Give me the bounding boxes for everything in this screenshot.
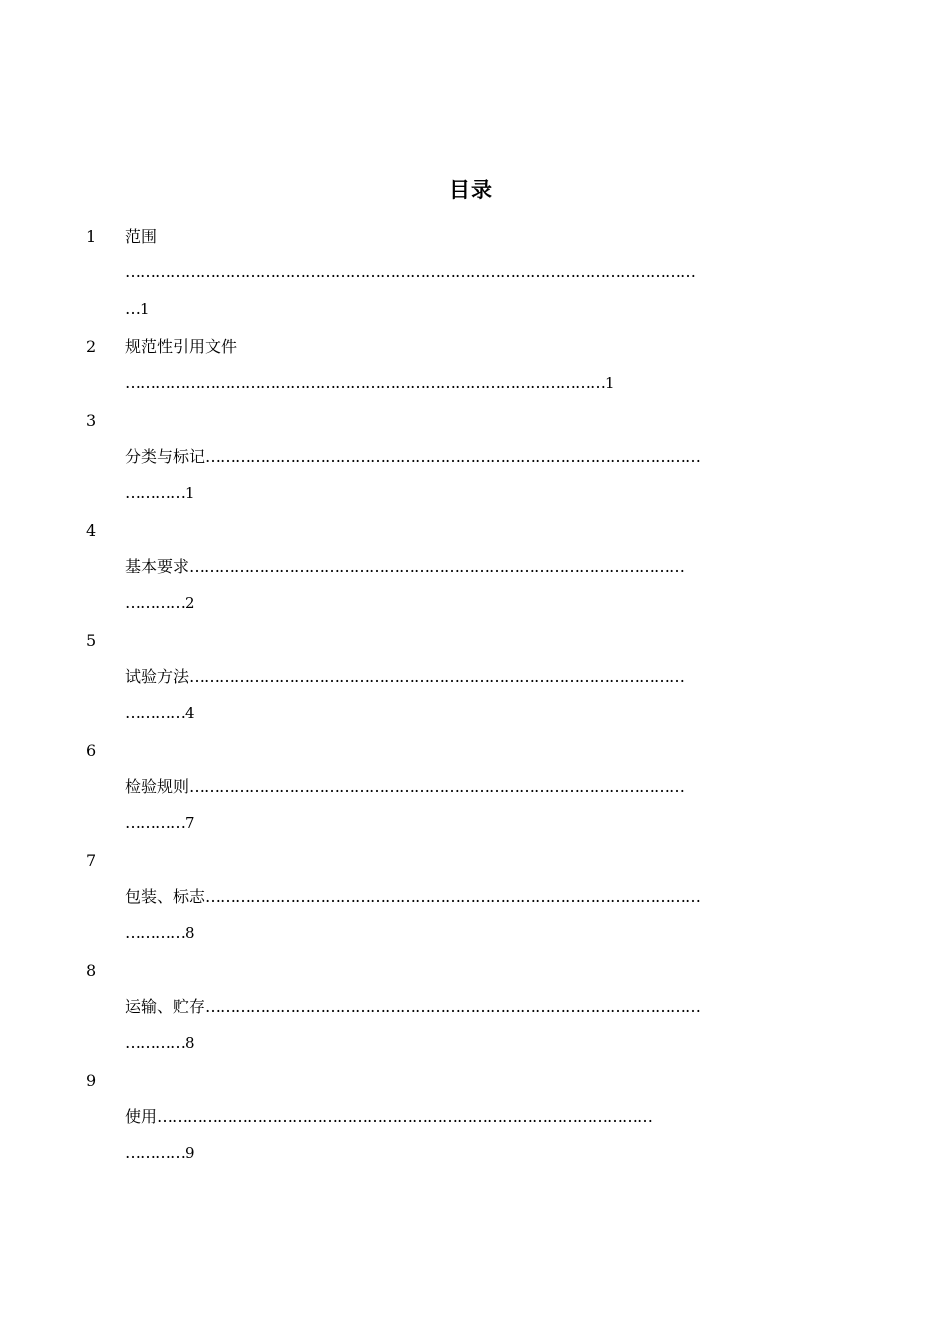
dot-leader: ……………………………………………………………………………………… — [205, 887, 701, 906]
page-number: 2 — [185, 594, 195, 612]
dot-leader: ……………………………………………………………………………………… — [189, 557, 685, 576]
leader-line — [125, 261, 852, 283]
entry-number: 2 — [86, 337, 97, 356]
entry-title: 规范性引用文件 — [125, 337, 238, 356]
entry-number: 8 — [86, 961, 97, 980]
dot-leader: …………………………………………………………………………………………………… — [125, 262, 695, 281]
entry-title-line — [125, 446, 852, 468]
entry-title: 使用 — [125, 1107, 158, 1126]
entry-number: 9 — [86, 1071, 97, 1090]
entry-title-line — [125, 776, 852, 798]
page-number: 7 — [185, 814, 195, 832]
entry-title: 范围 — [125, 227, 158, 246]
entry-title: 包装、标志 — [125, 887, 206, 906]
entry-title-line — [125, 996, 845, 1018]
leader-line — [125, 372, 805, 394]
page-number: 8 — [185, 1034, 195, 1052]
dot-leader: ……………………………………………………………………………………… — [205, 997, 701, 1016]
entry-title-line — [125, 226, 425, 248]
page-number: 4 — [185, 704, 195, 722]
entry-number: 5 — [86, 631, 97, 650]
entry-title-line — [125, 336, 425, 358]
entry-title-line — [125, 666, 852, 688]
dot-leader: ………… — [125, 1033, 185, 1052]
page-line — [125, 1142, 325, 1164]
entry-title-line — [125, 556, 852, 578]
entry-title: 试验方法 — [125, 667, 190, 686]
page-line — [125, 298, 325, 320]
dot-leader: ……………………………………………………………………………………… — [157, 1107, 653, 1126]
dot-leader: ………… — [125, 1143, 185, 1162]
page-number: 8 — [185, 924, 195, 942]
dot-leader: …………………………………………………………………………………… — [125, 373, 605, 392]
entry-title: 运输、贮存 — [125, 997, 206, 1016]
dot-leader: ………… — [125, 593, 185, 612]
dot-leader: ………… — [125, 923, 185, 942]
page-line — [125, 1032, 325, 1054]
dot-leader: ……………………………………………………………………………………… — [189, 777, 685, 796]
entry-title-line — [125, 1106, 852, 1128]
page-line — [125, 812, 325, 834]
entry-number: 6 — [86, 741, 97, 760]
page-line — [125, 482, 325, 504]
dot-leader: ……………………………………………………………………………………… — [189, 667, 685, 686]
page-line — [125, 702, 325, 724]
entry-number: 4 — [86, 521, 97, 540]
page-line — [125, 592, 325, 614]
page-number: 1 — [185, 484, 195, 502]
page-number: 9 — [185, 1144, 195, 1162]
dot-leader: … — [125, 299, 140, 318]
entry-title: 分类与标记 — [125, 447, 206, 466]
page-line — [125, 922, 325, 944]
page-number: 1 — [605, 374, 615, 392]
page-number: 1 — [140, 300, 150, 318]
dot-leader: ……………………………………………………………………………………… — [205, 447, 701, 466]
dot-leader: ………… — [125, 483, 185, 502]
entry-title: 检验规则 — [125, 777, 190, 796]
entry-number: 3 — [86, 411, 97, 430]
entry-title-line — [125, 886, 845, 908]
entry-number: 7 — [86, 851, 97, 870]
dot-leader: ………… — [125, 813, 185, 832]
toc-title: 目录 — [449, 178, 493, 202]
dot-leader: ………… — [125, 703, 185, 722]
entry-title: 基本要求 — [125, 557, 190, 576]
entry-number: 1 — [86, 227, 97, 246]
